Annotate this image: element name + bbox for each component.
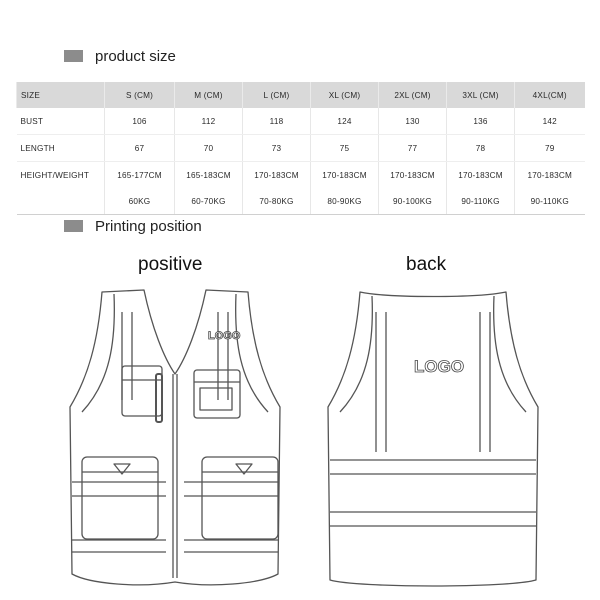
table-row <box>17 108 585 135</box>
table-cell: 118 <box>243 108 311 135</box>
heading-swatch <box>64 220 83 232</box>
table-cell: 75 <box>311 135 379 162</box>
header-cell: M (CM) <box>175 82 243 108</box>
header-cell: SIZE <box>17 82 105 108</box>
product-size-heading <box>64 48 176 64</box>
table-cell: HEIGHT/WEIGHT <box>20 170 90 180</box>
table-cell: 165-183CM <box>175 162 243 189</box>
header-cell: XL (CM) <box>311 82 379 108</box>
table-cell: BUST <box>17 108 105 135</box>
table-cell: 170-183CM <box>243 162 311 189</box>
table-cell: 170-183CM <box>379 162 447 189</box>
table-cell: 136 <box>447 108 515 135</box>
front-logo: LOGO <box>208 330 241 342</box>
table-cell: 67 <box>105 135 175 162</box>
printing-position-heading <box>64 218 202 234</box>
header-cell: 4XL(CM) <box>515 82 585 108</box>
table-row <box>17 162 585 189</box>
heading-swatch <box>64 50 83 62</box>
front-view-title: positive <box>138 254 203 275</box>
header-cell: 2XL (CM) <box>379 82 447 108</box>
table-cell: 124 <box>311 108 379 135</box>
table-cell: 60-70KG <box>175 188 243 215</box>
table-cell: 90-110KG <box>515 188 585 215</box>
table-cell: 78 <box>447 135 515 162</box>
table-cell: 70-80KG <box>243 188 311 215</box>
table-cell: 130 <box>379 108 447 135</box>
table-row <box>17 188 585 215</box>
size-table <box>16 82 585 215</box>
printing-position-title: Printing position <box>95 217 202 235</box>
table-cell: 60KG <box>105 188 175 215</box>
table-cell: 80-90KG <box>311 188 379 215</box>
header-cell: 3XL (CM) <box>447 82 515 108</box>
table-cell: 106 <box>105 108 175 135</box>
table-cell: 70 <box>175 135 243 162</box>
table-cell: 142 <box>515 108 585 135</box>
back-logo: LOGO <box>414 357 465 376</box>
table-row <box>17 135 585 162</box>
table-cell: 77 <box>379 135 447 162</box>
header-cell: L (CM) <box>243 82 311 108</box>
header-cell: S (CM) <box>105 82 175 108</box>
table-cell: 165-177CM <box>105 162 175 189</box>
back-vest-illustration <box>318 282 548 594</box>
table-cell: 170-183CM <box>447 162 515 189</box>
table-cell: 112 <box>175 108 243 135</box>
product-size-title: product size <box>95 47 176 65</box>
table-cell: 90-100KG <box>379 188 447 215</box>
table-cell: 73 <box>243 135 311 162</box>
table-cell: 90-110KG <box>447 188 515 215</box>
table-cell: 79 <box>515 135 585 162</box>
back-view-title: back <box>406 254 447 275</box>
size-table-header <box>17 82 585 108</box>
table-cell: 170-183CM <box>515 162 585 189</box>
table-cell: LENGTH <box>17 135 105 162</box>
front-vest-illustration <box>60 282 290 592</box>
table-cell: 170-183CM <box>311 162 379 189</box>
table-cell <box>17 188 105 215</box>
